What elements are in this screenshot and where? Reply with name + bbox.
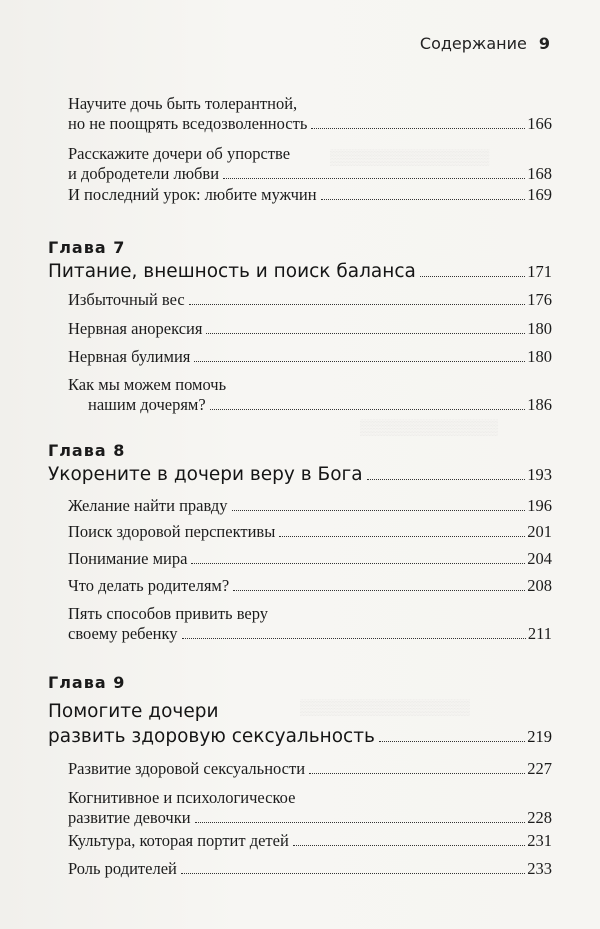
dot-leader [420,276,525,277]
toc-entry[interactable] [68,604,552,644]
entry-text: Нервная анорексия [68,319,203,338]
entry-page: 208 [527,576,552,595]
dot-leader [210,409,526,410]
entry-page: 201 [527,522,552,541]
chapter-title-text: Помогите дочери [48,701,219,722]
running-head [420,34,550,53]
entry-text: И последний урок: любите мужчин [68,185,317,204]
toc-entry[interactable] [68,94,552,134]
entry-page: 227 [527,759,552,778]
chapter-title[interactable] [48,259,552,284]
chapter-title-text: развить здоровую сексуальность [48,726,375,747]
dot-leader [206,333,525,334]
entry-text: Что делать родителям? [68,576,230,595]
toc-entry[interactable] [68,347,552,367]
entry-page: 168 [527,164,552,183]
dot-leader [233,590,525,591]
entry-text: Расскажите дочери об упорстве [68,144,291,163]
toc-entry[interactable] [68,319,552,339]
toc-entry[interactable] [68,522,552,542]
entry-text: Развитие здоровой сексуальности [68,759,306,778]
entry-text: Желание найти правду [68,496,228,515]
entry-page: 180 [527,319,552,338]
entry-page: 204 [527,549,552,568]
entry-page: 166 [527,114,552,133]
chapter-title[interactable] [48,699,552,749]
dot-leader [311,128,525,129]
entry-text: Роль родителей [68,859,177,878]
toc-entry[interactable] [68,576,552,596]
toc-entry[interactable] [68,759,552,779]
entry-text: Научите дочь быть толерантной, [68,94,298,113]
entry-page: 180 [527,347,552,366]
entry-text: Культура, которая портит детей [68,831,289,850]
chapter-label: Глава 7 [48,238,126,257]
entry-text: Понимание мира [68,549,188,568]
toc-entry[interactable] [68,185,552,205]
entry-text: Пять способов привить веру [68,604,269,623]
toc-entry[interactable] [68,290,552,310]
entry-page: 233 [527,859,552,878]
chapter-label: Глава 9 [48,673,126,692]
entry-page: 176 [527,290,552,309]
dot-leader [223,178,525,179]
entry-text: но не поощрять вседозволенность [68,114,308,133]
dot-leader [309,773,525,774]
toc-entry[interactable] [68,859,552,879]
chapter-title[interactable] [48,462,552,487]
dot-leader [293,845,525,846]
dot-leader [181,873,525,874]
chapter-page: 171 [527,262,552,281]
dot-leader [232,510,526,511]
toc-entry[interactable] [68,496,552,516]
chapter-page: 219 [527,727,552,746]
entry-text: Когнитивное и психологическое [68,788,296,807]
toc-entry[interactable] [68,549,552,569]
entry-text: Нервная булимия [68,347,191,366]
chapter-title-text: Питание, внешность и поиск баланса [48,261,416,282]
chapter-title-text: Укорените в дочери веру в Бога [48,464,363,485]
page-number: 9 [538,34,550,53]
entry-page: 169 [527,185,552,204]
entry-text: Избыточный вес [68,290,185,309]
entry-page: 196 [527,496,552,515]
dot-leader [189,304,526,305]
entry-text: нашим дочерям? [88,395,206,414]
dot-leader [279,536,525,537]
dot-leader [182,638,526,639]
dot-leader [321,199,526,200]
entry-text: развитие девочки [68,808,191,827]
dot-leader [195,822,526,823]
entry-page: 186 [527,395,552,414]
entry-text: и добродетели любви [68,164,220,183]
entry-page: 231 [527,831,552,850]
chapter-page: 193 [527,465,552,484]
dot-leader [191,563,525,564]
toc-entry[interactable] [68,144,552,184]
chapter-label: Глава 8 [48,441,126,460]
dot-leader [379,741,525,742]
dot-leader [194,361,525,362]
toc-entry[interactable] [68,831,552,851]
entry-page: 211 [527,624,552,643]
book-page: ▒▒▒▒▒▒▒▒▒▒▒▒▒▒▒ ▒▒▒▒▒▒▒▒▒▒▒▒▒ ▒▒▒▒▒▒▒▒▒▒▒▒▒▒▒▒ Содержание 9 Научите дочь быть толерантной, но не поощрять вседозволенность 166 Расскажите дочери об упорстве и добродетели любви 168 И последний урок: любите мужчин 169 Глава 7 Питание, внешность и поиск баланса 171 Избыточный вес 176 Нервная анорексия 180 Нервная булимия 180 Как мы можем помочь нашим дочерям? 186 Глава 8 Укорените в дочери веру в Бога 193 Желание найти правду 196 Поиск здоровой перспективы 201 Понимание мира 204 Что делать родителям? 208 Пять способов привить веру своему ребенку 211 Глава 9 Помогите дочери развить здоровую сексуальность 219 Развитие здоровой сексуальности 227 Когнитивное и психологическое развитие девочки 228 Культура, которая портит детей 231 Роль родителей 233 [0,0,600,929]
section-title: Содержание [419,34,527,53]
entry-text: своему ребенку [68,624,178,643]
entry-page: 228 [527,808,552,827]
entry-text: Поиск здоровой перспективы [68,522,276,541]
dot-leader [367,479,526,480]
entry-text: Как мы можем помочь [68,375,227,394]
toc-entry[interactable] [68,788,552,828]
toc-entry[interactable] [68,375,552,415]
